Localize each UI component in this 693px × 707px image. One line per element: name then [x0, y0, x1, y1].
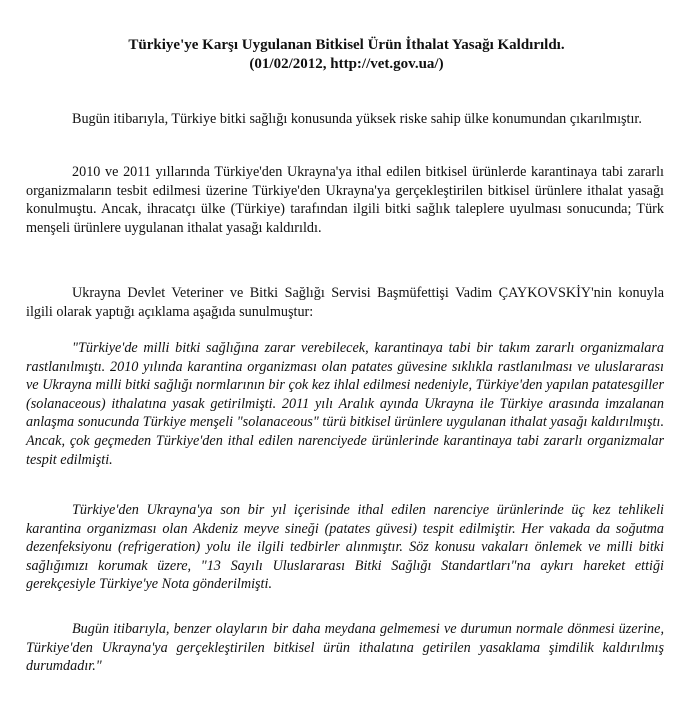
paragraph-quote-3: Bugün itibarıyla, benzer olayların bir daha meydana gelmemesi ve durumun normale dönmesi üzerine, Türkiye'den Ukrayna'ya gerçekleştirilen bitkisel ürün ithalatına getirilen yasaklama şimdilik kaldırılmış durumdadır." [26, 621, 664, 675]
document-subtitle: (01/02/2012, http://vet.gov.ua/) [249, 56, 444, 72]
paragraph-quote-1: "Türkiye'de milli bitki sağlığına zarar verebilecek, karantinaya tabi bir takım zararlı organizmalara rastlanılmıştı. 2010 yılında karantina organizması olan patates güvesine sıklıkla rastlanılması ve uluslararası ve Ukrayna milli bitki sağlığı normlarının bir çok kez ihlal edilmesi nedeniyle, Türkiye'den yapılan patatesgiller (solanaceous) ithalatına yasak getirilmişti. 2011 yılı Aralık ayında Ukrayna ile Türkiye arasında imzalanan anlaşma sonucunda Türkiye menşeli "solanaceous" türü bitkisel ürünlere uygulanan ithalat yasağı kaldırılmıştı. Ancak, çok geçmeden Türkiye'den ithal edilen narenciyede ürünlerinde karantinaya tabi zararlı organizmalar tespit edilmişti. [26, 340, 664, 468]
paragraph-intro: Bugün itibarıyla, Türkiye bitki sağlığı konusunda yüksek riske sahip ülke konumundan çıkarılmıştır. [72, 111, 642, 127]
paragraph-background: 2010 ve 2011 yıllarında Türkiye'den Ukrayna'ya ithal edilen bitkisel ürünlerde karantinaya tabi zararlı organizmaların tesbit edilmesi üzerine Türkiye'den Ukrayna'ya gerçekleştirilen bitkisel ürünlere ithalat yasağı konulmuştu. Ancak, ihracatçı ülke (Türkiye) tarafından ilgili bitki sağlık taleplere uyulması sonucunda; Türk menşeli ürünlere uygulanan ithalat yasağı kaldırıldı. [26, 164, 664, 236]
paragraph-quote-2: Türkiye'den Ukrayna'ya son bir yıl içerisinde ithal edilen narenciye ürünlerinde üç kez tehlikeli karantina organizması olan Akdeniz meyve sineği (patates güvesi) tespit edilmiştir. Her vakada da soğutma dezenfeksiyonu (refrigeration) yolu ile ilgili tedbirler alınmıştır. Söz konusu vakaları önlemek ve milli bitki sağlığımızı korumak üzere, "13 Sayılı Uluslararası Bitki Sağlığı Standartları"na aykırı hareket ettiği gerekçesiyle Türkiye'ye Nota gönderilmişti. [26, 502, 664, 593]
document-title: Türkiye'ye Karşı Uygulanan Bitkisel Ürün İthalat Yasağı Kaldırıldı. [128, 37, 565, 53]
paragraph-statement-intro: Ukrayna Devlet Veteriner ve Bitki Sağlığı Servisi Başmüfettişi Vadim ÇAYKOVSKİY'nin konuyla ilgili olarak yaptığı açıklama aşağıda sunulmuştur: [26, 285, 664, 320]
